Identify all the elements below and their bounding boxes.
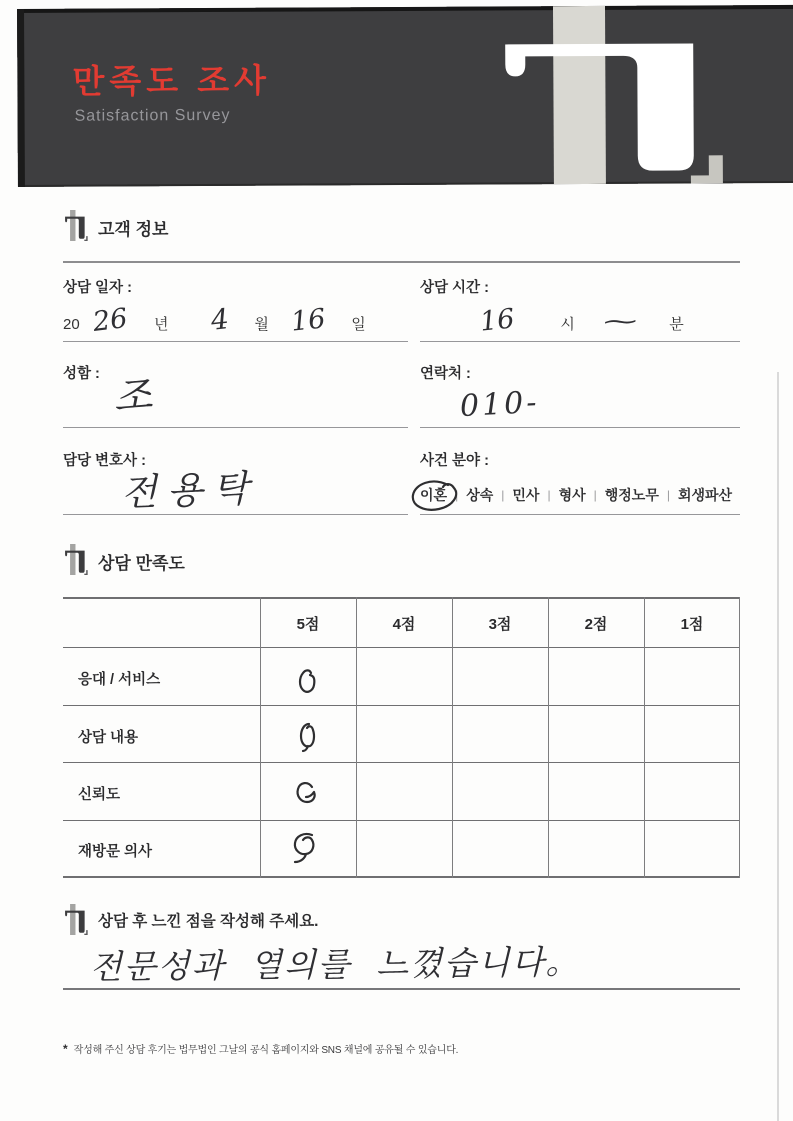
hour-unit: 시 — [560, 316, 575, 333]
case-option-criminal: 형사 — [558, 487, 586, 503]
attorney-label: 담당 변호사 : — [63, 453, 146, 469]
section-title-feedback: 상담 후 느낀 점을 작성해 주세요. — [98, 913, 319, 930]
day-unit: 일 — [351, 316, 366, 333]
consult-date-field — [63, 272, 408, 342]
section-divider — [63, 261, 740, 263]
table-border — [63, 705, 740, 706]
scan-artifact-line — [777, 372, 779, 1121]
minute-unit: 분 — [669, 316, 684, 333]
table-border — [739, 597, 740, 878]
score-header-2: 2점 — [584, 616, 608, 633]
consult-date-label: 상담 일자 : — [63, 280, 132, 296]
case-type-label: 사건 분야 : — [420, 453, 489, 469]
law-firm-logo-icon — [485, 5, 736, 184]
handwritten-check-mark — [295, 721, 325, 755]
table-border — [63, 762, 740, 763]
case-type-field — [420, 445, 740, 515]
satisfaction-table — [63, 597, 740, 878]
table-border — [548, 597, 549, 878]
section-logo-icon — [63, 210, 89, 241]
consult-time-value — [420, 305, 740, 336]
case-option-inheritance: 상속 — [466, 487, 494, 503]
section-title-customer-info: 고객 정보 — [98, 220, 169, 239]
contact-value — [420, 384, 740, 425]
table-border — [356, 597, 357, 878]
handwritten-circle-mark — [410, 478, 462, 514]
name-field — [63, 358, 408, 428]
case-option-labor: 행정노무 — [604, 487, 659, 503]
handwritten-check-mark — [291, 831, 321, 865]
case-type-options: 이혼 | 상속 | 민사 | 형사 | 행정노무 | 회생파산 — [420, 485, 732, 505]
score-header-4: 4점 — [392, 616, 416, 633]
table-border — [260, 597, 261, 878]
row-label-revisit: 재방문 의사 — [78, 844, 153, 860]
handwritten-check-mark — [293, 779, 323, 813]
table-border — [63, 597, 740, 599]
handwritten-contact: 010- — [459, 384, 541, 425]
row-label-trust: 신뢰도 — [78, 787, 121, 803]
score-header-3: 3점 — [488, 616, 512, 633]
page-subtitle: Satisfaction Survey — [74, 106, 231, 125]
month-unit: 월 — [254, 316, 269, 333]
table-border — [63, 876, 740, 878]
row-label-content: 상담 내용 — [78, 730, 139, 746]
case-option-civil: 민사 — [512, 487, 540, 503]
handwritten-hour: 16 — [478, 303, 516, 338]
handwritten-feedback: 전문성과 열의를 느꼈습니다。 — [89, 942, 581, 987]
section-title-satisfaction: 상담 만족도 — [98, 554, 185, 573]
header-banner — [17, 5, 793, 187]
section-logo-icon — [63, 904, 89, 935]
handwritten-day: 16 — [289, 303, 327, 338]
score-header-1: 1점 — [680, 616, 704, 633]
case-option-divorce: 이혼 — [420, 485, 447, 505]
contact-label: 연락처 : — [420, 366, 471, 382]
handwritten-name: 조 — [111, 372, 154, 422]
handwritten-check-mark — [295, 667, 325, 701]
contact-field — [420, 358, 740, 428]
case-option-bankruptcy: 회생파산 — [677, 487, 733, 503]
date-prefix: 20 — [63, 316, 80, 333]
row-label-service: 응대 / 서비스 — [78, 672, 161, 688]
consult-date-value — [63, 303, 408, 336]
table-border — [452, 597, 453, 878]
handwritten-year: 26 — [90, 303, 129, 338]
table-border — [63, 820, 740, 821]
consult-time-label: 상담 시간 : — [420, 280, 489, 296]
year-unit: 년 — [154, 316, 169, 333]
name-label: 성함 : — [63, 366, 100, 382]
handwritten-minute-dash: ~ — [599, 310, 641, 335]
attorney-field — [63, 445, 408, 515]
feedback-underline — [63, 988, 740, 990]
footer-note — [63, 1041, 458, 1056]
table-border — [644, 597, 645, 878]
footer-note-text: 작성해 주신 상담 후기는 법무법인 그날의 공식 홈페이지와 SNS 채널에 공유될 수 있습니다. — [73, 1045, 459, 1056]
handwritten-month: 4 — [208, 302, 231, 337]
page-title: 만족도 조사 — [72, 61, 272, 100]
table-border — [63, 647, 740, 648]
handwritten-attorney: 전용탁 — [120, 466, 260, 515]
consult-time-field — [420, 272, 740, 342]
attorney-value — [63, 460, 408, 514]
name-value — [63, 365, 408, 422]
asterisk: * — [63, 1042, 68, 1056]
score-header-5: 5점 — [296, 616, 320, 633]
section-logo-icon — [63, 544, 89, 575]
